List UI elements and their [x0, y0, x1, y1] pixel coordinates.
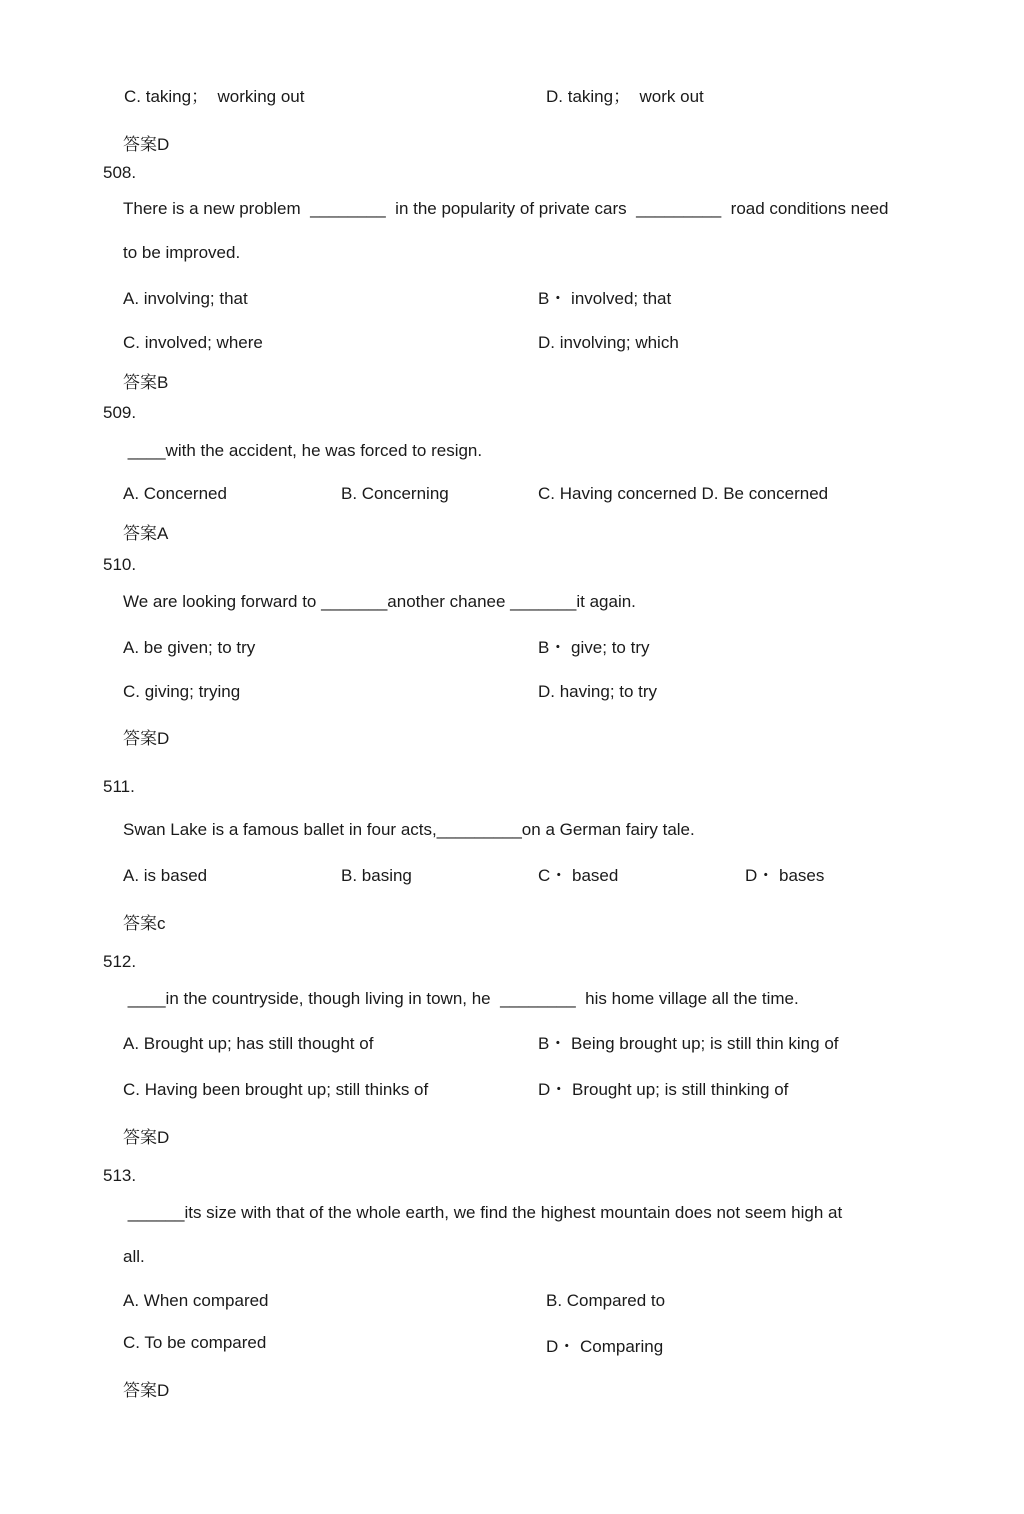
q512-option-c: C. Having been brought up; still thinks of: [123, 1080, 429, 1099]
q508-option-c: C. involved; where: [123, 333, 263, 352]
q509-option-b: B. Concerning: [341, 484, 449, 503]
q508-answer: 答案B: [123, 373, 169, 392]
q510-option-a: A. be given; to try: [123, 638, 256, 657]
q512-option-b: B・ Being brought up; is still thin king of: [538, 1034, 839, 1053]
q510-option-d: D. having; to try: [538, 682, 658, 701]
q507-answer: 答案D: [123, 135, 170, 154]
q507-option-d: D. taking； work out: [546, 87, 704, 106]
q509-option-a: A. Concerned: [123, 484, 227, 503]
q513-stem-line1: ______its size with that of the whole earth, we find the highest mountain does not seem high at: [123, 1203, 843, 1222]
q508-option-b: B・ involved; that: [538, 289, 672, 308]
q512-number: 512.: [103, 952, 137, 971]
q508-number: 508.: [103, 163, 137, 182]
q512-option-a: A. Brought up; has still thought of: [123, 1034, 374, 1053]
q513-number: 513.: [103, 1166, 137, 1185]
q513-option-a: A. When compared: [123, 1291, 269, 1310]
q511-number: 511.: [103, 777, 135, 796]
q510-option-b: B・ give; to try: [538, 638, 650, 657]
q510-answer: 答案D: [123, 729, 170, 748]
q512-option-d: D・ Brought up; is still thinking of: [538, 1080, 789, 1099]
q509-answer: 答案A: [123, 524, 169, 543]
q511-option-b: B. basing: [341, 866, 412, 885]
q510-number: 510.: [103, 555, 137, 574]
q510-stem: We are looking forward to _______another chanee _______it again.: [123, 592, 636, 611]
q512-stem: ____in the countryside, though living in town, he ________ his home village all the time.: [123, 989, 799, 1008]
q508-stem-line2: to be improved.: [123, 243, 241, 262]
q511-option-a: A. is based: [123, 866, 208, 885]
q511-option-c: C・ based: [538, 866, 619, 885]
q512-answer: 答案D: [123, 1128, 170, 1147]
q509-number: 509.: [103, 403, 137, 422]
q513-option-c: C. To be compared: [123, 1333, 267, 1352]
q513-answer: 答案D: [123, 1381, 170, 1400]
q510-option-c: C. giving; trying: [123, 682, 241, 701]
q511-answer: 答案c: [123, 914, 166, 933]
q509-option-cd: C. Having concerned D. Be concerned: [538, 484, 829, 503]
q513-option-d: D・ Comparing: [546, 1337, 664, 1356]
q507-option-c: C. taking； working out: [124, 87, 305, 106]
q509-stem: ____with the accident, he was forced to resign.: [123, 441, 483, 460]
q508-option-a: A. involving; that: [123, 289, 248, 308]
q513-option-b: B. Compared to: [546, 1291, 666, 1310]
q511-option-d: D・ bases: [745, 866, 825, 885]
q511-stem: Swan Lake is a famous ballet in four acts,_________on a German fairy tale.: [123, 820, 695, 839]
q513-stem-line2: all.: [123, 1247, 145, 1266]
q508-stem-line1: There is a new problem ________ in the popularity of private cars _________ road conditions need: [123, 199, 889, 218]
q508-option-d: D. involving; which: [538, 333, 679, 352]
